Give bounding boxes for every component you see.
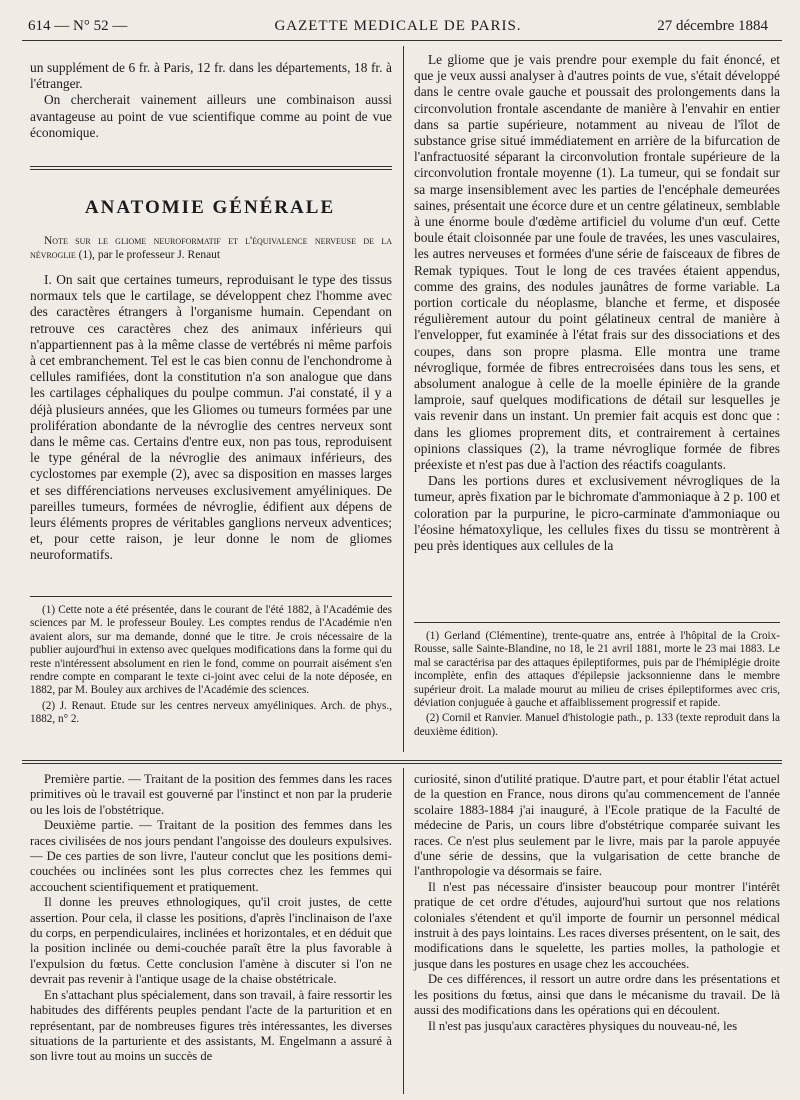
page-number: 614 — N° 52 —	[28, 18, 128, 34]
review-paragraph: curiosité, sinon d'utilité pratique. D'autre part, et pour établir l'état actuel de la question en France, nous dirons qu'au commencement de l'année scolaire 1883-1884 j'ai inauguré, à l'Ecole pratique de la Faculté de médecine de Paris, un cours libre d'obstétrique comparée suivant les races. Ce n'est plus seulement par le livre, mais par la parole appuyée d'une série de dessins, que la vulgarisation de cette branche de l'anthropologie va désormais se faire.	[414, 772, 780, 879]
footnotes-right	[414, 630, 780, 741]
issue-date: 27 décembre 1884	[657, 18, 768, 34]
article-title-lead: Note sur le gliome neuroformatif et l'équivalence nerveuse de la névroglie (1),	[30, 235, 392, 261]
footnote: (1) Gerland (Clémentine), trente-quatre ans, entrée à l'hôpital de la Croix-Rousse, salle Sainte-Blandine, no 18, le 21 avril 1881, morte le 23 mai 1883. Le mal se caractérisa par des attaques épileptiformes, puis par de l'hémiplégie droite incomplète, enfin des attaques d'épilepsie jacksonnienne dans le membre supérieur droit. La malade mourut au milieu de crises épileptiformes avec cris, déviation conjuguée à gauche et affaiblissement progressif et rapide.	[414, 630, 780, 710]
article-paragraph: Dans les portions dures et exclusivement névrogliques de la tumeur, après fixation par le bichromate d'ammoniaque à 2 p. 100 et coloration par la purpurine, le picro-carminate d'ammoniaque ou l'éosine hématoxylique, les cellules fixes du tissu se montrèrent à peu près identiques aux cellules de la	[414, 473, 780, 554]
article-title	[30, 234, 392, 262]
footnotes-left	[30, 604, 392, 729]
article-author: par le professeur J. Renaut	[97, 249, 221, 261]
column-divider-top	[403, 46, 404, 752]
review-paragraph: Il donne les preuves ethnologiques, qu'il croit justes, de cette assertion. Pour cela, il classe les positions, d'après l'inclinaison de l'axe du corps, en perpendiculaires, inclinées et horizontales, et en déduit que la position inclinée ou demi-couchée paraît être la plus favorable à l'expulsion du fœtus. Cette conclusion l'amène à discuter si l'on ne devrait pas revenir à l'antique usage de la chaise obstétricale.	[30, 895, 392, 987]
article-paragraph: I. On sait que certaines tumeurs, reproduisant le type des tissus normaux tels que le cartilage, se développent chez l'homme avec des caractères étrangers à l'organisme humain. Cependant on retrouve ces caractères chez des animaux inférieurs qui n'appartiennent pas à la même classe de vertébrés ni même parfois à cet embranchement. Tel est le cas bien connu de l'enchondrome à cellules ramifiées, dont la constitution n'a son analogue que dans les cartilages céphaliques du poulpe commun. J'ai constaté, il y a déjà plusieurs années, que les Gliomes ou tumeurs formées par une prolifération abondante de la névroglie des centres nerveux sont dans le même cas. Certains d'entre eux, non pas tous, reproduisent le type général de la névroglie des animaux inférieurs, des cyclostomes par exemple (2), avec sa disposition en masses larges et ses différenciations nerveuses exclusivement amyéliniques. De pareilles tumeurs, formées de névroglie, édifient aux dépens de leurs éléments propres de véritables ganglions nerveux adventices; et, pour cette raison, je leur donne le nom de gliomes neuroformatifs.	[30, 272, 392, 563]
article-column-left	[30, 234, 392, 564]
review-column-right	[414, 772, 780, 1034]
section-rule-double	[30, 169, 392, 170]
article-paragraph: Le gliome que je vais prendre pour exemple du fait énoncé, et que je veux aussi analyser à d'autres points de vue, s'était développé dans le centre ovale gauche et poussait des prolongements dans la circonvolution frontale ascendante de manière à l'envahir en entier dans sa partie supérieure, notamment au niveau de l'îlot de substance grise situé immédiatement en arrière de la bifurcation de l'anfractuosité séparant la circonvolution frontale supérieure de la circonvolution frontale moyenne (1). La tumeur, qui se fondait sur sa marge insensiblement avec les parties de l'encéphale demeurées saines, présentait une écorce dure et un centre gélatineux, semblable à une énorme boule d'œdème artificiel du volume d'un œuf. Cette boule était cloisonnée par une foule de travées, les unes vasculaires, les autres nerveuses et formées d'une série de faisceaux de fibres de Remak typiques. Tout le long de ces travées étaient appendus, comme des grains, des nodules jaunâtres de forme variable. La portion corticale du néoplasme, blanche et ferme, et disposée régulièrement autour du point gélatineux central de manière à l'envelopper, fut examinée à l'état frais sur des dissociations et des coupes, dans son propre plasma. Elle montra une trame névroglique, formée de fibres entrecroisées dans tous les sens, et absolument analogue à celle de la moelle épinière de la grande lamproie, sauf quelques modifications de détail sur lesquelles je vais revenir dans un instant. Un premier fait acquis est donc que : dans les gliomes proprement dits, et contrairement à certaines opinions classiques (2), la trame névroglique formée de fibres préexiste et n'est pas due à l'action des réactifs coagulants.	[414, 52, 780, 473]
review-paragraph: Il n'est pas nécessaire d'insister beaucoup pour montrer l'intérêt pratique de cet ordre d'études, aujourd'hui surtout que nos relations coloniales s'étendent et qu'il importe de fournir un personnel médical instruit à des pays lointains. Les races diverses présentent, on le sait, des modifications dans le squelette, les parties molles, la pathologie et jusque dans les postures en usage chez les accouchées.	[414, 879, 780, 971]
header-rule	[22, 40, 782, 41]
footnote-rule-right	[414, 622, 780, 623]
journal-title: GAZETTE MEDICALE DE PARIS.	[274, 18, 522, 34]
paragraph: un supplément de 6 fr. à Paris, 12 fr. dans les départements, 18 fr. à l'étranger.	[30, 60, 392, 92]
left-intro-text	[30, 60, 392, 141]
review-paragraph: En s'attachant plus spécialement, dans son travail, à faire ressortir les habitudes des différents peuples pendant l'acte de la parturition et en représentant, par de nombreuses figures très intéressantes, les diverses situations de la parturiente et des assistants, M. Engelmann a assuré à son livre tout au moins un succès de	[30, 987, 392, 1064]
review-paragraph: Première partie. — Traitant de la position des femmes dans les races primitives où le travail est gouverné par l'instinct et non par la pruderie ou les lois de l'obstétrique.	[30, 772, 392, 817]
review-column-left	[30, 772, 392, 1065]
page-header	[28, 16, 768, 38]
footnote-rule-left	[30, 596, 392, 597]
footnote: (2) Cornil et Ranvier. Manuel d'histologie path., p. 133 (texte reproduit dans la deuxième édition).	[414, 712, 780, 738]
paragraph: On chercherait vainement ailleurs une combinaison aussi avantageuse au point de vue scientifique comme au point de vue économique.	[30, 92, 392, 140]
section-rule	[30, 166, 392, 167]
half-separator	[22, 760, 782, 761]
half-separator-double	[22, 763, 782, 764]
review-paragraph: Deuxième partie. — Traitant de la position des femmes dans les races civilisées de nos jours pendant l'angoisse des douleurs expulsives. — De ces parties de son livre, l'auteur conclut que les positions demi-couchées ou inclinées sont les plus correctes chez les femmes qui accouchent scientifiquement et pratiquement.	[30, 818, 392, 894]
column-divider-bottom	[403, 768, 404, 1094]
article-column-right	[414, 52, 780, 554]
footnote: (2) J. Renaut. Etude sur les centres nerveux amyéliniques. Arch. de phys., 1882, n° 2.	[30, 699, 392, 726]
review-paragraph: De ces différences, il ressort un autre ordre dans les présentations et les positions du fœtus, ainsi que dans le mécanisme du travail. De là aussi des modifications dans les opérations qui en découlent.	[414, 972, 780, 1018]
footnote: (1) Cette note a été présentée, dans le courant de l'été 1882, à l'Académie des sciences par M. le professeur Bouley. Les comptes rendus de l'Académie n'en avaient alors, sur ma demande, donné que le titre. Je crois nécessaire de la publier aujourd'hui in extenso avec quelques modifications dans la forme qui du reste n'intéressent absolument en rien le fond, comme on pourrait aisément s'en rendre compte en comparant le texte ci-joint avec celui de la note déposée, en 1882, par M. Bouley aux archives de l'Académie des sciences.	[30, 604, 392, 697]
review-paragraph: Il n'est pas jusqu'aux caractères physiques du nouveau-né, les	[428, 1018, 738, 1033]
section-heading: ANATOMIE GÉNÉRALE	[84, 197, 336, 218]
